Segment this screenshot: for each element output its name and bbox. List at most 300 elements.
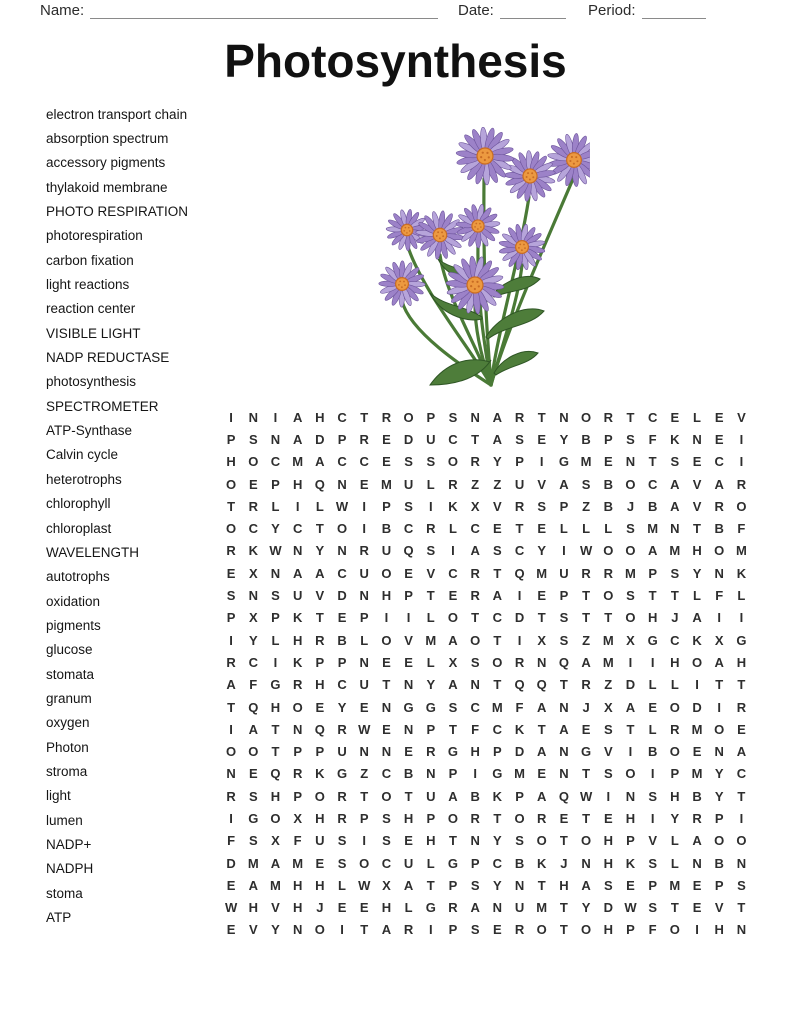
grid-letter: C <box>337 454 347 470</box>
grid-letter: L <box>648 677 657 693</box>
grid-letter: H <box>315 409 325 425</box>
grid-letter: O <box>581 922 592 938</box>
grid-letter: T <box>493 632 502 648</box>
word-list-item: glucose <box>46 642 93 658</box>
grid-letter: I <box>273 654 278 670</box>
grid-letter: A <box>315 565 325 581</box>
word-list-item: electron transport chain <box>46 106 188 122</box>
grid-letter: S <box>404 454 413 470</box>
grid-letter: A <box>581 654 591 670</box>
grid-letter: C <box>337 677 347 693</box>
grid-letter: E <box>537 766 547 782</box>
grid-letter: E <box>226 877 236 893</box>
grid-letter: V <box>315 588 325 604</box>
grid-letter: N <box>714 565 724 581</box>
grid-letter: R <box>470 454 480 470</box>
grid-letter: U <box>426 431 436 447</box>
grid-letter: D <box>514 744 525 760</box>
grid-letter: A <box>292 431 303 447</box>
grid-letter: A <box>448 677 458 693</box>
grid-letter: N <box>670 521 680 537</box>
grid-letter: R <box>359 543 369 559</box>
grid-letter: T <box>471 610 480 626</box>
grid-letter: W <box>335 498 349 514</box>
grid-letter: D <box>337 588 347 604</box>
grid-letter: I <box>650 766 655 782</box>
grid-letter: G <box>647 632 658 648</box>
grid-letter: H <box>736 654 747 670</box>
grid-letter: O <box>470 632 481 648</box>
date-label: Date: <box>458 2 494 19</box>
grid-letter: T <box>737 788 746 804</box>
grid-letter: S <box>382 833 391 849</box>
grid-letter: R <box>448 476 458 492</box>
grid-letter: E <box>537 521 547 537</box>
grid-letter: R <box>292 766 303 782</box>
grid-letter: H <box>248 900 258 916</box>
grid-letter: T <box>382 677 391 693</box>
grid-letter: E <box>359 699 369 715</box>
grid-letter: B <box>714 855 724 871</box>
grid-letter: G <box>447 744 459 760</box>
grid-letter: A <box>714 654 724 670</box>
grid-letter: O <box>736 833 747 849</box>
grid-letter: Q <box>248 699 259 715</box>
grid-letter: S <box>737 877 746 893</box>
grid-letter: Y <box>692 565 702 581</box>
grid-letter: H <box>603 922 613 938</box>
grid-letter: C <box>381 855 392 871</box>
grid-letter: I <box>428 922 433 938</box>
grid-letter: K <box>736 565 747 581</box>
grid-letter: I <box>384 610 389 626</box>
grid-letter: T <box>426 588 435 604</box>
grid-letter: I <box>406 610 411 626</box>
grid-letter: T <box>582 766 591 782</box>
grid-letter: G <box>492 766 503 782</box>
grid-letter: F <box>227 833 236 849</box>
grid-letter: R <box>714 498 724 514</box>
grid-letter: L <box>670 855 679 871</box>
grid-letter: T <box>670 900 679 916</box>
word-list-item: photorespiration <box>46 228 143 244</box>
grid-letter: R <box>514 654 525 670</box>
grid-letter: Y <box>337 699 347 715</box>
grid-letter: N <box>403 721 414 737</box>
grid-letter: M <box>602 654 614 670</box>
grid-letter: O <box>447 810 459 826</box>
grid-letter: E <box>248 766 258 782</box>
word-list-item: ATP-Synthase <box>46 423 133 439</box>
grid-letter: H <box>603 855 613 871</box>
grid-letter: M <box>691 721 703 737</box>
grid-letter: M <box>491 699 503 715</box>
grid-letter: A <box>292 565 303 581</box>
grid-letter: T <box>404 788 413 804</box>
grid-letter: D <box>514 610 525 626</box>
grid-letter: Z <box>582 498 591 514</box>
grid-letter: S <box>382 810 391 826</box>
grid-letter: A <box>647 543 658 559</box>
grid-letter: E <box>315 855 325 871</box>
grid-letter: E <box>714 409 724 425</box>
grid-letter: S <box>603 766 613 782</box>
grid-letter: R <box>581 565 591 581</box>
grid-letter: Z <box>604 677 613 693</box>
grid-letter: O <box>292 699 303 715</box>
grid-letter: P <box>626 922 635 938</box>
grid-letter: A <box>248 877 258 893</box>
grid-letter: T <box>471 431 480 447</box>
grid-letter: N <box>381 699 392 715</box>
grid-letter: E <box>359 476 369 492</box>
grid-letter: V <box>493 498 502 514</box>
grid-letter: E <box>226 565 236 581</box>
grid-letter: T <box>715 677 724 693</box>
grid-letter: Y <box>670 810 680 826</box>
word-list-item: NADP+ <box>46 836 92 852</box>
grid-letter: S <box>626 521 635 537</box>
grid-letter: U <box>559 565 569 581</box>
period-field-group <box>588 2 706 19</box>
grid-letter: C <box>492 610 503 626</box>
grid-letter: O <box>492 654 503 670</box>
grid-letter: R <box>603 409 613 425</box>
grid-letter: Y <box>493 833 502 849</box>
grid-letter: T <box>537 877 546 893</box>
grid-letter: H <box>403 810 414 826</box>
grid-letter: E <box>737 721 746 737</box>
grid-letter: S <box>515 431 524 447</box>
grid-letter: Y <box>581 900 591 916</box>
grid-letter: A <box>670 498 680 514</box>
grid-letter: T <box>559 677 568 693</box>
grid-letter: I <box>362 833 367 849</box>
grid-letter: M <box>669 877 681 893</box>
grid-letter: N <box>514 877 525 893</box>
grid-letter: S <box>515 833 524 849</box>
grid-letter: N <box>359 588 369 604</box>
grid-letter: H <box>292 632 303 648</box>
grid-letter: N <box>337 543 347 559</box>
grid-letter: P <box>559 588 569 604</box>
grid-letter: H <box>315 877 325 893</box>
grid-letter: O <box>736 498 747 514</box>
grid-letter: L <box>404 900 413 916</box>
grid-letter: S <box>337 833 347 849</box>
grid-letter: P <box>315 654 325 670</box>
grid-letter: T <box>559 922 568 938</box>
grid-letter: C <box>403 521 414 537</box>
grid-letter: P <box>293 788 302 804</box>
grid-letter: P <box>515 454 524 470</box>
grid-letter: O <box>226 744 237 760</box>
grid-letter: R <box>226 654 236 670</box>
grid-letter: T <box>537 610 546 626</box>
word-list-item: NADP REDUCTASE <box>46 350 170 366</box>
grid-letter: C <box>359 454 369 470</box>
grid-letter: I <box>362 521 367 537</box>
period-label: Period: <box>588 2 636 19</box>
grid-letter: S <box>248 833 258 849</box>
grid-letter: P <box>226 431 236 447</box>
word-list-item: stroma <box>46 763 88 779</box>
grid-letter: R <box>426 521 436 537</box>
grid-letter: M <box>292 454 304 470</box>
grid-letter: Z <box>582 632 591 648</box>
grid-letter: U <box>514 476 525 492</box>
grid-letter: Q <box>536 677 547 693</box>
grid-letter: E <box>692 877 702 893</box>
grid-letter: C <box>470 521 480 537</box>
grid-letter: K <box>670 431 680 447</box>
grid-letter: O <box>714 543 725 559</box>
word-list-item: chlorophyll <box>46 496 111 512</box>
grid-letter: E <box>404 654 413 670</box>
grid-letter: N <box>559 744 569 760</box>
grid-letter: G <box>336 766 348 782</box>
grid-letter: I <box>695 922 699 938</box>
grid-letter: C <box>381 766 392 782</box>
grid-letter: H <box>647 610 658 626</box>
grid-letter: I <box>229 810 233 826</box>
grid-letter: N <box>692 431 702 447</box>
grid-letter: P <box>626 833 635 849</box>
grid-letter: Y <box>714 788 724 804</box>
grid-letter: L <box>670 677 679 693</box>
word-list-item: Photon <box>46 739 89 755</box>
grid-letter: I <box>717 610 722 626</box>
grid-letter: V <box>692 476 702 492</box>
grid-letter: T <box>448 721 457 737</box>
grid-letter: N <box>226 766 236 782</box>
grid-letter: X <box>626 632 635 648</box>
grid-letter: X <box>382 877 391 893</box>
grid-letter: I <box>517 588 522 604</box>
grid-letter: E <box>559 810 569 826</box>
grid-letter: A <box>581 877 591 893</box>
grid-letter: C <box>270 454 281 470</box>
grid-letter: K <box>492 788 503 804</box>
grid-letter: J <box>626 498 635 514</box>
grid-letter: G <box>558 454 569 470</box>
grid-letter: N <box>470 833 480 849</box>
grid-letter: T <box>448 833 457 849</box>
grid-letter: O <box>403 409 414 425</box>
grid-letter: T <box>315 521 324 537</box>
grid-letter: C <box>514 543 525 559</box>
grid-letter: H <box>292 476 303 492</box>
grid-letter: O <box>669 699 680 715</box>
grid-letter: A <box>692 833 702 849</box>
grid-letter: P <box>515 788 524 804</box>
grid-letter: T <box>582 810 591 826</box>
grid-letter: Q <box>314 721 325 737</box>
grid-letter: T <box>537 721 546 737</box>
grid-letter: O <box>714 721 725 737</box>
grid-letter: O <box>625 543 636 559</box>
word-list-item: absorption spectrum <box>46 131 169 147</box>
grid-letter: E <box>537 588 547 604</box>
grid-letter: N <box>559 409 569 425</box>
grid-letter: P <box>648 877 657 893</box>
grid-letter: R <box>692 810 702 826</box>
grid-letter: A <box>492 409 503 425</box>
grid-letter: A <box>492 431 503 447</box>
grid-letter: R <box>736 476 747 492</box>
grid-letter: E <box>670 409 680 425</box>
grid-letter: V <box>737 409 746 425</box>
grid-letter: E <box>692 900 702 916</box>
grid-letter: R <box>359 431 369 447</box>
grid-letter: R <box>537 810 547 826</box>
grid-letter: I <box>739 610 744 626</box>
grid-letter: O <box>226 521 237 537</box>
grid-letter: R <box>581 677 591 693</box>
grid-letter: I <box>650 810 655 826</box>
grid-letter: Q <box>514 677 525 693</box>
grid-letter: J <box>582 699 590 715</box>
grid-letter: H <box>692 543 702 559</box>
grid-letter: O <box>581 833 592 849</box>
grid-letter: I <box>606 788 611 804</box>
grid-letter: S <box>448 699 458 715</box>
grid-letter: O <box>603 588 614 604</box>
grid-letter: R <box>426 744 436 760</box>
grid-letter: M <box>691 766 703 782</box>
grid-letter: I <box>650 654 655 670</box>
word-list <box>46 102 226 930</box>
grid-letter: E <box>382 654 391 670</box>
grid-letter: O <box>603 543 614 559</box>
grid-letter: E <box>537 431 547 447</box>
grid-letter: P <box>714 877 724 893</box>
grid-letter: M <box>247 855 259 871</box>
grid-letter: R <box>248 498 258 514</box>
name-label: Name: <box>40 2 85 19</box>
grid-letter: V <box>648 833 657 849</box>
grid-letter: P <box>271 610 280 626</box>
grid-letter: R <box>337 721 347 737</box>
grid-letter: I <box>428 498 433 514</box>
grid-letter: O <box>714 833 725 849</box>
grid-letter: T <box>360 409 369 425</box>
grid-letter: K <box>537 855 547 871</box>
grid-letter: C <box>670 632 680 648</box>
grid-letter: N <box>403 677 414 693</box>
word-list-item: oxygen <box>46 715 90 731</box>
grid-letter: I <box>628 744 633 760</box>
grid-letter: T <box>559 900 568 916</box>
grid-letter: N <box>581 855 591 871</box>
name-field-group <box>40 2 438 19</box>
grid-letter: L <box>338 877 346 893</box>
grid-letter: P <box>359 810 369 826</box>
grid-letter: I <box>229 632 233 648</box>
grid-letter: S <box>271 588 280 604</box>
grid-letter: T <box>648 588 657 604</box>
grid-letter: X <box>448 654 458 670</box>
grid-letter: R <box>470 810 480 826</box>
grid-letter: L <box>426 476 435 492</box>
grid-letter: Q <box>558 788 569 804</box>
grid-letter: E <box>382 454 391 470</box>
grid-letter: I <box>362 498 367 514</box>
grid-letter: M <box>536 565 548 581</box>
grid-letter: P <box>714 810 724 826</box>
grid-letter: T <box>737 677 746 693</box>
grid-letter: A <box>403 877 414 893</box>
grid-letter: P <box>426 810 436 826</box>
word-list-item: autotrophs <box>46 569 110 585</box>
grid-letter: L <box>737 588 746 604</box>
grid-letter: L <box>559 521 568 537</box>
grid-letter: G <box>581 744 592 760</box>
grid-letter: O <box>381 788 392 804</box>
grid-letter: I <box>539 454 544 470</box>
grid-letter: N <box>559 699 569 715</box>
grid-letter: I <box>273 409 278 425</box>
grid-letter: N <box>426 766 436 782</box>
grid-letter: L <box>271 632 280 648</box>
grid-letter: O <box>669 922 680 938</box>
grid-letter: L <box>426 654 435 670</box>
grid-letter: T <box>559 833 568 849</box>
grid-letter: P <box>648 565 657 581</box>
grid-letter: O <box>248 744 259 760</box>
grid-letter: T <box>493 810 502 826</box>
grid-letter: P <box>448 766 458 782</box>
grid-letter: U <box>514 900 525 916</box>
grid-letter: B <box>647 744 658 760</box>
grid-letter: T <box>604 610 613 626</box>
grid-letter: N <box>337 476 347 492</box>
grid-letter: C <box>470 699 480 715</box>
grid-letter: S <box>670 565 680 581</box>
grid-letter: T <box>271 721 280 737</box>
word-list-item: heterotrophs <box>46 471 122 487</box>
worksheet-header <box>0 2 791 28</box>
grid-letter: C <box>448 431 458 447</box>
grid-letter: E <box>493 922 502 938</box>
grid-letter: T <box>626 409 635 425</box>
grid-letter: Q <box>558 654 569 670</box>
word-list-item: chloroplast <box>46 520 112 536</box>
grid-letter: H <box>426 833 436 849</box>
grid-letter: T <box>670 588 679 604</box>
grid-letter: R <box>337 788 347 804</box>
grid-letter: C <box>248 521 258 537</box>
grid-letter: E <box>603 810 613 826</box>
grid-letter: R <box>337 810 347 826</box>
grid-letter: E <box>404 833 413 849</box>
grid-letter: E <box>648 699 657 715</box>
grid-letter: D <box>403 431 414 447</box>
grid-letter: C <box>248 654 258 670</box>
grid-letter: L <box>426 855 435 871</box>
grid-letter: I <box>695 677 699 693</box>
name-blank-line <box>90 2 438 19</box>
grid-letter: P <box>271 476 280 492</box>
grid-letter: O <box>691 654 703 670</box>
grid-letter: I <box>229 409 233 425</box>
grid-letter: S <box>670 454 680 470</box>
grid-letter: S <box>448 409 458 425</box>
grid-letter: N <box>470 409 480 425</box>
grid-letter: S <box>426 543 436 559</box>
word-list-item: SPECTROMETER <box>46 398 159 414</box>
grid-letter: R <box>736 699 747 715</box>
